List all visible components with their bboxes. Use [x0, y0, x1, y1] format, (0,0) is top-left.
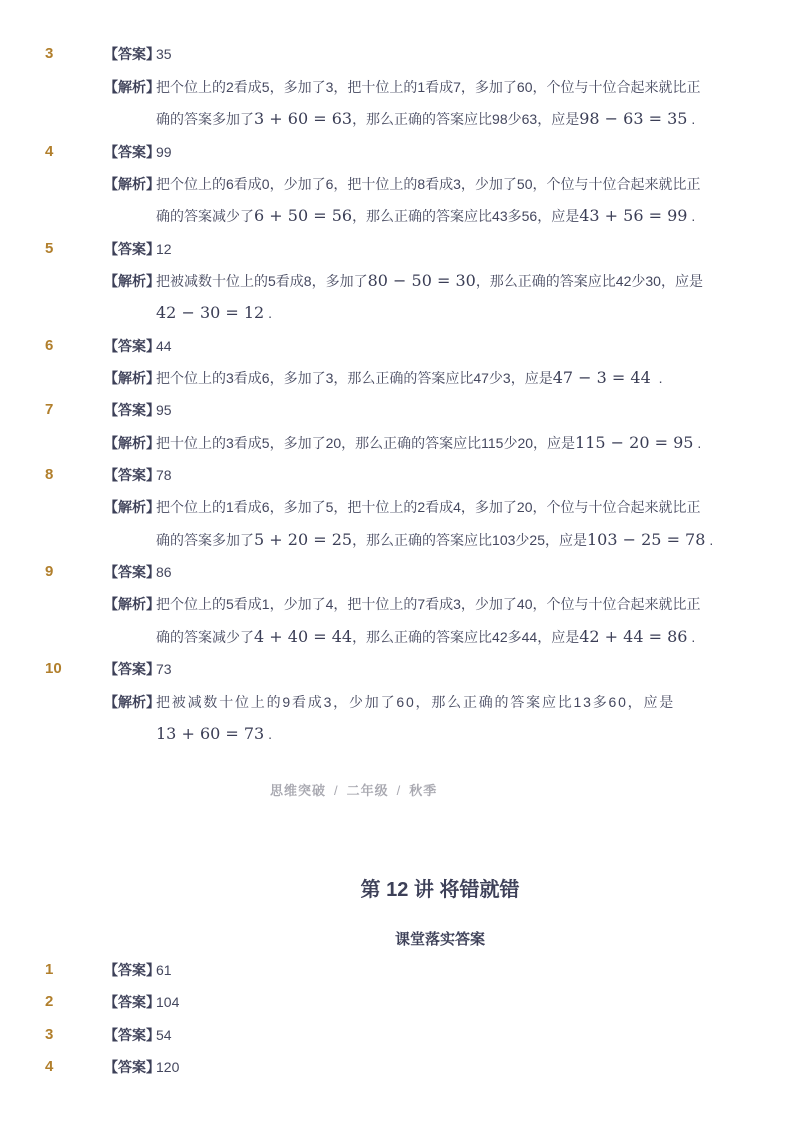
analysis-tag: 【解析】 [104, 435, 160, 451]
math-expression: 42 − 30 = 12 [156, 303, 265, 322]
answer-tag: 【答案】 [104, 564, 160, 580]
answer-value: 104 [156, 994, 180, 1010]
math-expression: 43 + 56 = 99 [579, 206, 688, 225]
answer-value: 44 [156, 338, 172, 354]
answer-value: 54 [156, 1027, 172, 1043]
math-expression: 4 + 40 = 44 [254, 627, 353, 646]
answer-value: 99 [156, 144, 172, 160]
math-expression: 3 + 60 = 63 [254, 109, 353, 128]
answer-tag: 【答案】 [104, 338, 160, 354]
answer-tag: 【答案】 [104, 241, 160, 257]
math-expression: 103 − 25 = 78 [587, 530, 706, 549]
page-footer [270, 780, 437, 799]
answer-value: 61 [156, 962, 172, 978]
analysis-text: 把被减数十位上的9看成3，少加了60，那么正确的答案应比13多60，应是 [156, 694, 676, 710]
question-number: 7 [45, 401, 54, 418]
math-expression: 13 + 60 = 73 [156, 724, 265, 743]
math-expression: 6 + 50 = 56 [254, 206, 353, 225]
analysis-text-continued: 确的答案多加了3 + 60 = 63，那么正确的答案应比98少63，应是98 − 63 = 35 . [156, 109, 696, 128]
question-number: 6 [45, 337, 54, 354]
footer-course: 思维突破 [270, 783, 327, 798]
question-number: 10 [45, 660, 62, 677]
question-number: 4 [45, 1058, 54, 1075]
question-number: 3 [45, 45, 54, 62]
chapter-title: 第 12 讲 将错就错 [360, 879, 520, 901]
answer-value: 73 [156, 661, 172, 677]
answer-tag: 【答案】 [104, 467, 160, 483]
answer-tag: 【答案】 [104, 962, 160, 978]
footer-season: 秋季 [409, 783, 438, 798]
section-title: 课堂落实答案 [394, 931, 485, 948]
analysis-text: 把十位上的3看成5，多加了20，那么正确的答案应比115少20，应是115 − 20 = 95 . [156, 433, 702, 452]
answer-tag: 【答案】 [104, 144, 160, 160]
question-number: 5 [45, 240, 54, 257]
answer-tag: 【答案】 [104, 661, 160, 677]
analysis-text: 把个位上的3看成6，多加了3，那么正确的答案应比47少3，应是47 − 3 = 44 . [156, 368, 663, 387]
answer-value: 35 [156, 46, 172, 62]
answer-value: 12 [156, 241, 172, 257]
analysis-tag: 【解析】 [104, 694, 160, 710]
answer-tag: 【答案】 [104, 1027, 160, 1043]
analysis-tag: 【解析】 [104, 499, 160, 515]
question-number: 1 [45, 961, 54, 978]
question-number: 3 [45, 1026, 54, 1043]
answer-value: 120 [156, 1059, 180, 1075]
answer-value: 86 [156, 564, 172, 580]
answer-value: 95 [156, 402, 172, 418]
analysis-text-continued: 13 + 60 = 73 . [156, 724, 273, 743]
analysis-text: 把个位上的5看成1，少加了4，把十位上的7看成3，少加了40，个位与十位合起来就比正 [156, 596, 701, 612]
analysis-tag: 【解析】 [104, 176, 160, 192]
analysis-text: 把被减数十位上的5看成8，多加了80 − 50 = 30，那么正确的答案应比42少30，应是 [156, 271, 703, 290]
analysis-text: 把个位上的6看成0，少加了6，把十位上的8看成3，少加了50，个位与十位合起来就比正 [156, 176, 701, 192]
analysis-tag: 【解析】 [104, 273, 160, 289]
analysis-tag: 【解析】 [104, 370, 160, 386]
answer-tag: 【答案】 [104, 46, 160, 62]
question-number: 4 [45, 143, 54, 160]
footer-separator: / [334, 783, 339, 798]
answer-tag: 【答案】 [104, 994, 160, 1010]
question-number: 8 [45, 466, 54, 483]
math-expression: 115 − 20 = 95 [575, 433, 694, 452]
analysis-tag: 【解析】 [104, 596, 160, 612]
question-number: 2 [45, 993, 54, 1010]
math-expression: 47 − 3 = 44 [552, 368, 651, 387]
answer-value: 78 [156, 467, 172, 483]
math-expression: 98 − 63 = 35 [579, 109, 688, 128]
footer-grade: 二年级 [346, 783, 389, 798]
analysis-text-continued: 确的答案减少了4 + 40 = 44，那么正确的答案应比42多44，应是42 + 44 = 86 . [156, 627, 696, 646]
answer-tag: 【答案】 [104, 402, 160, 418]
footer-separator: / [396, 783, 402, 798]
answer-tag: 【答案】 [104, 1059, 160, 1075]
math-expression: 5 + 20 = 25 [254, 530, 353, 549]
analysis-text: 把个位上的1看成6，多加了5，把十位上的2看成4，多加了20，个位与十位合起来就比正 [156, 499, 701, 515]
analysis-text-continued: 42 − 30 = 12 . [156, 303, 273, 322]
math-expression: 42 + 44 = 86 [579, 627, 688, 646]
analysis-text-continued: 确的答案减少了6 + 50 = 56，那么正确的答案应比43多56，应是43 + 56 = 99 . [156, 206, 696, 225]
analysis-text: 把个位上的2看成5，多加了3，把十位上的1看成7，多加了60，个位与十位合起来就比正 [156, 79, 701, 95]
math-expression: 80 − 50 = 30 [367, 271, 476, 290]
analysis-text-continued: 确的答案多加了5 + 20 = 25，那么正确的答案应比103少25，应是103 − 25 = 78 . [156, 530, 714, 549]
question-number: 9 [45, 563, 54, 580]
analysis-tag: 【解析】 [104, 79, 160, 95]
